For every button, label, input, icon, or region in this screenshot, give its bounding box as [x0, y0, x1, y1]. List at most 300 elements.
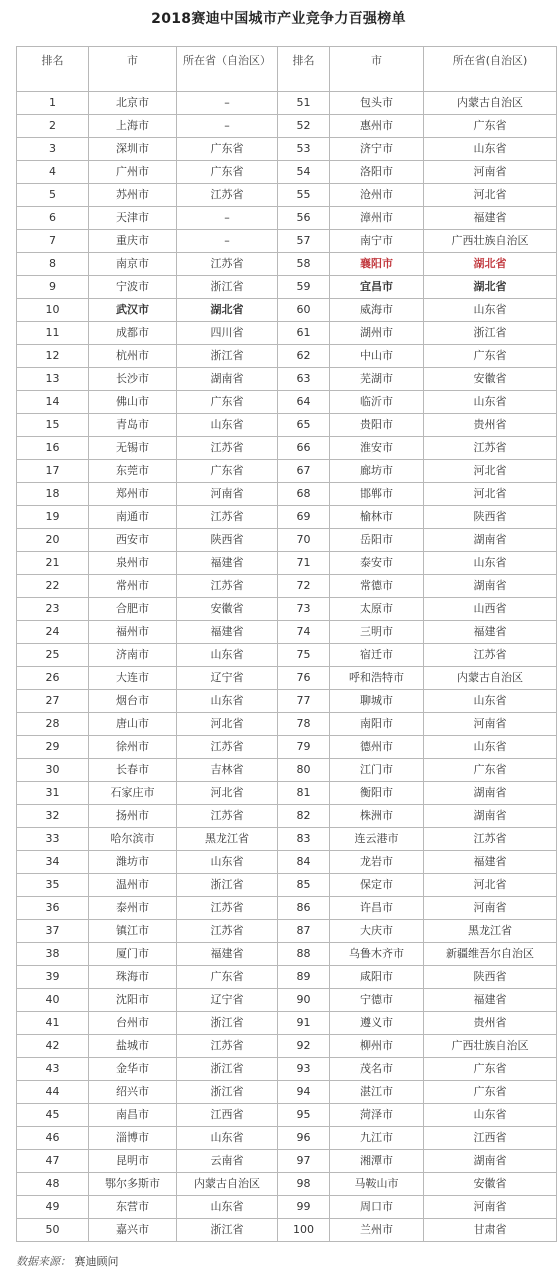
table-row: [17, 759, 557, 782]
table-row: [17, 1104, 557, 1127]
province-cell: 安徽省: [177, 598, 278, 621]
table-row: [17, 598, 557, 621]
province-cell: 广东省: [177, 161, 278, 184]
city-cell: 太原市: [330, 598, 424, 621]
province-cell: 江苏省: [177, 805, 278, 828]
city-cell: 淮安市: [330, 437, 424, 460]
table-row: [17, 1173, 557, 1196]
province-cell: 江苏省: [177, 253, 278, 276]
rank-cell: 54: [278, 161, 330, 184]
rank-cell: 28: [17, 713, 89, 736]
city-cell: 包头市: [330, 92, 424, 115]
province-cell: 山东省: [424, 552, 557, 575]
city-cell: 济宁市: [330, 138, 424, 161]
city-cell: 德州市: [330, 736, 424, 759]
rank-cell: 24: [17, 621, 89, 644]
city-cell: 洛阳市: [330, 161, 424, 184]
city-cell: 湘潭市: [330, 1150, 424, 1173]
rank-cell: 7: [17, 230, 89, 253]
rank-cell: 23: [17, 598, 89, 621]
city-cell: 芜湖市: [330, 368, 424, 391]
rank-cell: 51: [278, 92, 330, 115]
city-cell: 周口市: [330, 1196, 424, 1219]
city-cell: 泰州市: [89, 897, 177, 920]
table-row: [17, 1012, 557, 1035]
city-cell: 湖州市: [330, 322, 424, 345]
province-cell: 广东省: [177, 966, 278, 989]
table-row: [17, 115, 557, 138]
province-cell: 湖南省: [424, 805, 557, 828]
city-cell: 沧州市: [330, 184, 424, 207]
province-cell: 吉林省: [177, 759, 278, 782]
table-row: [17, 230, 557, 253]
province-cell: 广东省: [177, 391, 278, 414]
city-cell: 邯郸市: [330, 483, 424, 506]
city-cell: 杭州市: [89, 345, 177, 368]
city-cell: 遵义市: [330, 1012, 424, 1035]
province-cell: 山东省: [177, 644, 278, 667]
province-cell: 山东省: [424, 138, 557, 161]
province-cell: 江苏省: [424, 437, 557, 460]
province-cell: 江苏省: [177, 575, 278, 598]
city-cell: 宜昌市: [330, 276, 424, 299]
rank-cell: 59: [278, 276, 330, 299]
city-cell: 宁波市: [89, 276, 177, 299]
city-cell: 镇江市: [89, 920, 177, 943]
city-cell: 常州市: [89, 575, 177, 598]
table-row: [17, 1058, 557, 1081]
province-cell: 河南省: [424, 161, 557, 184]
rank-cell: 100: [278, 1219, 330, 1242]
province-cell: 山西省: [424, 598, 557, 621]
province-cell: 贵州省: [424, 1012, 557, 1035]
province-cell: 河北省: [424, 184, 557, 207]
rank-cell: 97: [278, 1150, 330, 1173]
rank-cell: 14: [17, 391, 89, 414]
rank-cell: 12: [17, 345, 89, 368]
city-cell: 大庆市: [330, 920, 424, 943]
city-cell: 盐城市: [89, 1035, 177, 1058]
province-cell: 江苏省: [177, 736, 278, 759]
rank-cell: 38: [17, 943, 89, 966]
province-cell: 山东省: [177, 690, 278, 713]
province-cell: 新疆维吾尔自治区: [424, 943, 557, 966]
rank-cell: 76: [278, 667, 330, 690]
province-cell: 山东省: [177, 1127, 278, 1150]
rank-cell: 90: [278, 989, 330, 1012]
rank-cell: 17: [17, 460, 89, 483]
rank-cell: 80: [278, 759, 330, 782]
province-cell: 广东省: [424, 115, 557, 138]
province-cell: 江苏省: [177, 506, 278, 529]
rank-cell: 32: [17, 805, 89, 828]
rank-cell: 9: [17, 276, 89, 299]
province-cell: 福建省: [177, 552, 278, 575]
header-province: 所在省(自治区): [424, 47, 557, 92]
province-cell: 广西壮族自治区: [424, 1035, 557, 1058]
city-cell: 昆明市: [89, 1150, 177, 1173]
city-cell: 佛山市: [89, 391, 177, 414]
rank-cell: 42: [17, 1035, 89, 1058]
city-cell: 沈阳市: [89, 989, 177, 1012]
rank-cell: 84: [278, 851, 330, 874]
rank-cell: 34: [17, 851, 89, 874]
province-cell: 江西省: [177, 1104, 278, 1127]
province-cell: 广东省: [424, 759, 557, 782]
header-city: 市: [89, 47, 177, 92]
table-row: [17, 1219, 557, 1242]
rank-cell: 68: [278, 483, 330, 506]
source-note: [16, 1253, 119, 1269]
city-cell: 绍兴市: [89, 1081, 177, 1104]
province-cell: 福建省: [424, 989, 557, 1012]
city-cell: 株洲市: [330, 805, 424, 828]
province-cell: 浙江省: [177, 1012, 278, 1035]
table-row: [17, 529, 557, 552]
city-cell: 珠海市: [89, 966, 177, 989]
city-cell: 鄂尔多斯市: [89, 1173, 177, 1196]
rank-cell: 4: [17, 161, 89, 184]
rank-cell: 85: [278, 874, 330, 897]
city-cell: 烟台市: [89, 690, 177, 713]
rank-cell: 79: [278, 736, 330, 759]
source-value: 赛迪顾问: [74, 1255, 119, 1268]
province-cell: 江苏省: [177, 920, 278, 943]
header-rank: 排名: [278, 47, 330, 92]
table-row: [17, 736, 557, 759]
province-cell: 辽宁省: [177, 989, 278, 1012]
rank-cell: 47: [17, 1150, 89, 1173]
table-row: [17, 966, 557, 989]
city-cell: 嘉兴市: [89, 1219, 177, 1242]
rank-cell: 69: [278, 506, 330, 529]
rank-cell: 39: [17, 966, 89, 989]
city-cell: 贵阳市: [330, 414, 424, 437]
rank-cell: 37: [17, 920, 89, 943]
city-cell: 青岛市: [89, 414, 177, 437]
city-cell: 郑州市: [89, 483, 177, 506]
table-row: [17, 207, 557, 230]
table-row: [17, 943, 557, 966]
province-cell: 甘肃省: [424, 1219, 557, 1242]
city-cell: 东莞市: [89, 460, 177, 483]
rank-cell: 78: [278, 713, 330, 736]
city-cell: 聊城市: [330, 690, 424, 713]
rank-cell: 3: [17, 138, 89, 161]
city-cell: 淄博市: [89, 1127, 177, 1150]
city-cell: 许昌市: [330, 897, 424, 920]
page-title: 2018赛迪中国城市产业竞争力百强榜单: [151, 11, 406, 27]
table-row: [17, 345, 557, 368]
rank-cell: 53: [278, 138, 330, 161]
province-cell: 广东省: [424, 1081, 557, 1104]
table-header-row: [17, 47, 557, 92]
city-cell: 东营市: [89, 1196, 177, 1219]
rank-cell: 62: [278, 345, 330, 368]
rank-cell: 18: [17, 483, 89, 506]
rank-cell: 71: [278, 552, 330, 575]
city-cell: 呼和浩特市: [330, 667, 424, 690]
province-cell: 山东省: [424, 391, 557, 414]
rank-cell: 45: [17, 1104, 89, 1127]
province-cell: 云南省: [177, 1150, 278, 1173]
province-cell: 浙江省: [424, 322, 557, 345]
city-cell: 泰安市: [330, 552, 424, 575]
province-cell: 福建省: [424, 207, 557, 230]
table-row: [17, 621, 557, 644]
table-row: [17, 1127, 557, 1150]
province-cell: 陕西省: [424, 506, 557, 529]
city-cell: 南阳市: [330, 713, 424, 736]
province-cell: 辽宁省: [177, 667, 278, 690]
table-row: [17, 690, 557, 713]
city-cell: 长沙市: [89, 368, 177, 391]
province-cell: 浙江省: [177, 345, 278, 368]
rank-cell: 58: [278, 253, 330, 276]
city-cell: 大连市: [89, 667, 177, 690]
province-cell: 黑龙江省: [177, 828, 278, 851]
table-row: [17, 644, 557, 667]
city-cell: 徐州市: [89, 736, 177, 759]
rank-cell: 6: [17, 207, 89, 230]
rank-cell: 15: [17, 414, 89, 437]
province-cell: 河北省: [424, 483, 557, 506]
header-province: 所在省（自治区）: [177, 47, 278, 92]
province-cell: 福建省: [177, 621, 278, 644]
table-row: [17, 552, 557, 575]
rank-cell: 57: [278, 230, 330, 253]
rank-cell: 74: [278, 621, 330, 644]
city-cell: 保定市: [330, 874, 424, 897]
province-cell: 江苏省: [424, 644, 557, 667]
ranking-table: [16, 46, 557, 1242]
province-cell: 内蒙古自治区: [177, 1173, 278, 1196]
table-row: [17, 138, 557, 161]
province-cell: 陕西省: [424, 966, 557, 989]
rank-cell: 77: [278, 690, 330, 713]
province-cell: 江苏省: [177, 437, 278, 460]
rank-cell: 40: [17, 989, 89, 1012]
province-cell: 陕西省: [177, 529, 278, 552]
city-cell: 福州市: [89, 621, 177, 644]
city-cell: 深圳市: [89, 138, 177, 161]
table-row: [17, 920, 557, 943]
rank-cell: 89: [278, 966, 330, 989]
province-cell: 湖南省: [424, 529, 557, 552]
city-cell: 石家庄市: [89, 782, 177, 805]
province-cell: 湖南省: [177, 368, 278, 391]
province-cell: 河北省: [177, 713, 278, 736]
rank-cell: 91: [278, 1012, 330, 1035]
city-cell: 衡阳市: [330, 782, 424, 805]
city-cell: 龙岩市: [330, 851, 424, 874]
rank-cell: 65: [278, 414, 330, 437]
city-cell: 武汉市: [89, 299, 177, 322]
province-cell: 浙江省: [177, 1219, 278, 1242]
city-cell: 成都市: [89, 322, 177, 345]
province-cell: 山东省: [177, 851, 278, 874]
city-cell: 南昌市: [89, 1104, 177, 1127]
province-cell: 黑龙江省: [424, 920, 557, 943]
city-cell: 中山市: [330, 345, 424, 368]
province-cell: 四川省: [177, 322, 278, 345]
rank-cell: 11: [17, 322, 89, 345]
rank-cell: 92: [278, 1035, 330, 1058]
rank-cell: 1: [17, 92, 89, 115]
city-cell: 天津市: [89, 207, 177, 230]
rank-cell: 95: [278, 1104, 330, 1127]
city-cell: 宁德市: [330, 989, 424, 1012]
table-row: [17, 184, 557, 207]
table-row: [17, 989, 557, 1012]
rank-cell: 94: [278, 1081, 330, 1104]
table-row: [17, 782, 557, 805]
province-cell: 广西壮族自治区: [424, 230, 557, 253]
rank-cell: 33: [17, 828, 89, 851]
province-cell: 山东省: [424, 736, 557, 759]
rank-cell: 16: [17, 437, 89, 460]
city-cell: 九江市: [330, 1127, 424, 1150]
province-cell: –: [177, 230, 278, 253]
table-row: [17, 414, 557, 437]
province-cell: 福建省: [424, 851, 557, 874]
city-cell: 哈尔滨市: [89, 828, 177, 851]
province-cell: 江西省: [424, 1127, 557, 1150]
city-cell: 菏泽市: [330, 1104, 424, 1127]
rank-cell: 81: [278, 782, 330, 805]
city-cell: 扬州市: [89, 805, 177, 828]
province-cell: –: [177, 92, 278, 115]
city-cell: 南通市: [89, 506, 177, 529]
table-row: [17, 1196, 557, 1219]
rank-cell: 63: [278, 368, 330, 391]
city-cell: 三明市: [330, 621, 424, 644]
city-cell: 上海市: [89, 115, 177, 138]
province-cell: 广东省: [177, 460, 278, 483]
rank-cell: 88: [278, 943, 330, 966]
table-row: [17, 805, 557, 828]
rank-cell: 86: [278, 897, 330, 920]
rank-cell: 66: [278, 437, 330, 460]
province-cell: 浙江省: [177, 1081, 278, 1104]
city-cell: 无锡市: [89, 437, 177, 460]
table-row: [17, 276, 557, 299]
city-cell: 榆林市: [330, 506, 424, 529]
rank-cell: 72: [278, 575, 330, 598]
rank-cell: 75: [278, 644, 330, 667]
province-cell: 广东省: [424, 1058, 557, 1081]
province-cell: 江苏省: [177, 184, 278, 207]
header-city: 市: [330, 47, 424, 92]
province-cell: 浙江省: [177, 1058, 278, 1081]
province-cell: 湖北省: [424, 276, 557, 299]
city-cell: 南宁市: [330, 230, 424, 253]
rank-cell: 98: [278, 1173, 330, 1196]
rank-cell: 56: [278, 207, 330, 230]
province-cell: 山东省: [177, 414, 278, 437]
rank-cell: 20: [17, 529, 89, 552]
province-cell: 贵州省: [424, 414, 557, 437]
rank-cell: 21: [17, 552, 89, 575]
rank-cell: 64: [278, 391, 330, 414]
province-cell: 湖南省: [424, 782, 557, 805]
table-row: [17, 1081, 557, 1104]
rank-cell: 31: [17, 782, 89, 805]
rank-cell: 50: [17, 1219, 89, 1242]
rank-cell: 8: [17, 253, 89, 276]
rank-cell: 41: [17, 1012, 89, 1035]
table-row: [17, 575, 557, 598]
city-cell: 合肥市: [89, 598, 177, 621]
province-cell: 山东省: [424, 690, 557, 713]
table-row: [17, 92, 557, 115]
province-cell: 河北省: [177, 782, 278, 805]
province-cell: 内蒙古自治区: [424, 667, 557, 690]
table-row: [17, 437, 557, 460]
province-cell: 广东省: [424, 345, 557, 368]
table-row: [17, 483, 557, 506]
city-cell: 柳州市: [330, 1035, 424, 1058]
city-cell: 唐山市: [89, 713, 177, 736]
city-cell: 湛江市: [330, 1081, 424, 1104]
table-row: [17, 368, 557, 391]
table-row: [17, 897, 557, 920]
header-rank: 排名: [17, 47, 89, 92]
province-cell: 安徽省: [424, 368, 557, 391]
city-cell: 台州市: [89, 1012, 177, 1035]
table-row: [17, 253, 557, 276]
rank-cell: 29: [17, 736, 89, 759]
city-cell: 马鞍山市: [330, 1173, 424, 1196]
rank-cell: 60: [278, 299, 330, 322]
city-cell: 襄阳市: [330, 253, 424, 276]
province-cell: 内蒙古自治区: [424, 92, 557, 115]
rank-cell: 93: [278, 1058, 330, 1081]
province-cell: 河北省: [424, 874, 557, 897]
province-cell: 浙江省: [177, 874, 278, 897]
city-cell: 西安市: [89, 529, 177, 552]
rank-cell: 96: [278, 1127, 330, 1150]
rank-cell: 19: [17, 506, 89, 529]
city-cell: 漳州市: [330, 207, 424, 230]
rank-cell: 13: [17, 368, 89, 391]
province-cell: 浙江省: [177, 276, 278, 299]
rank-cell: 25: [17, 644, 89, 667]
city-cell: 苏州市: [89, 184, 177, 207]
rank-cell: 61: [278, 322, 330, 345]
city-cell: 江门市: [330, 759, 424, 782]
table-row: [17, 506, 557, 529]
table-row: [17, 299, 557, 322]
province-cell: 安徽省: [424, 1173, 557, 1196]
city-cell: 长春市: [89, 759, 177, 782]
table-row: [17, 1035, 557, 1058]
city-cell: 潍坊市: [89, 851, 177, 874]
province-cell: 河南省: [424, 897, 557, 920]
table-row: [17, 874, 557, 897]
province-cell: 湖北省: [424, 253, 557, 276]
city-cell: 宿迁市: [330, 644, 424, 667]
city-cell: 咸阳市: [330, 966, 424, 989]
province-cell: –: [177, 207, 278, 230]
province-cell: 江苏省: [177, 897, 278, 920]
rank-cell: 52: [278, 115, 330, 138]
city-cell: 岳阳市: [330, 529, 424, 552]
rank-cell: 36: [17, 897, 89, 920]
province-cell: 湖南省: [424, 575, 557, 598]
province-cell: 福建省: [177, 943, 278, 966]
table-row: [17, 667, 557, 690]
